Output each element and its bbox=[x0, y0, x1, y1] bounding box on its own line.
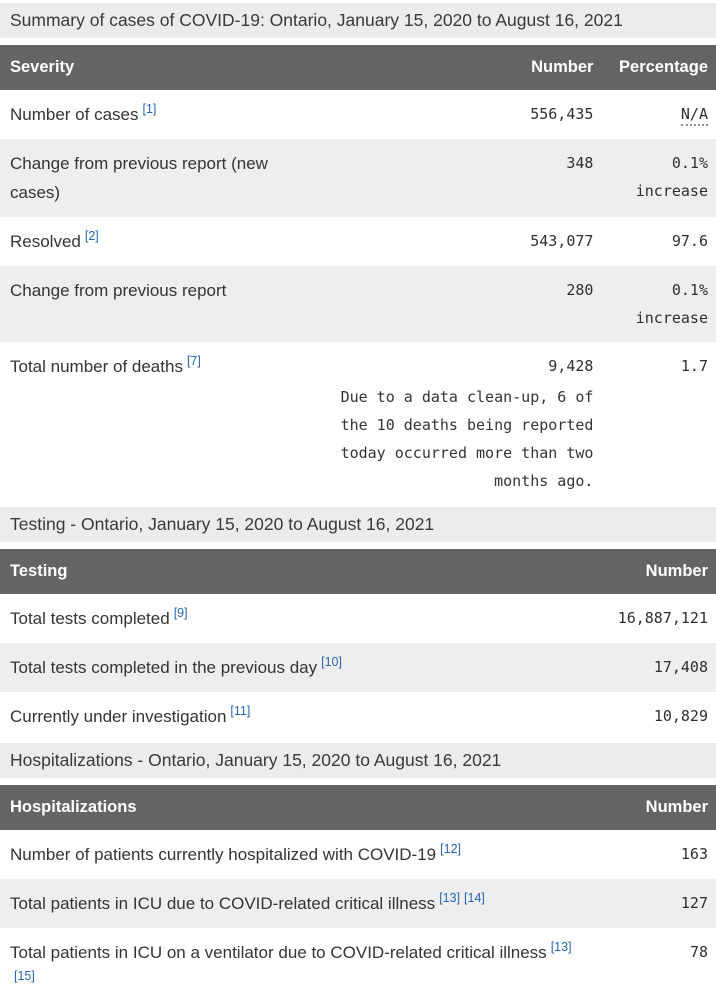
footnote-link[interactable]: [7] bbox=[186, 354, 201, 369]
section-title-summary: Summary of cases of COVID-19: Ontario, January 15, 2020 to August 16, 2021 bbox=[0, 3, 716, 38]
percentage-value: 97.6 bbox=[671, 232, 708, 250]
table-row bbox=[0, 217, 716, 266]
column-header-percentage: Percentage bbox=[601, 45, 716, 90]
number-value: 543,077 bbox=[530, 232, 594, 250]
section-title-hospitalizations: Hospitalizations - Ontario, January 15, 2020 to August 16, 2021 bbox=[0, 743, 716, 778]
number-value: 10,829 bbox=[653, 707, 708, 725]
row-label: Change from previous report bbox=[10, 281, 227, 300]
footnote-link[interactable]: [13] bbox=[439, 891, 461, 906]
percentage-value: 0.1% increase bbox=[635, 281, 708, 327]
hospitalizations-header-row bbox=[0, 785, 716, 830]
percentage-value: 1.7 bbox=[680, 357, 708, 375]
number-value: 17,408 bbox=[653, 658, 708, 676]
column-header-testing: Testing bbox=[0, 549, 587, 594]
row-label: Total tests completed in the previous day [10] bbox=[10, 655, 342, 677]
footnote-link[interactable]: [13] bbox=[550, 940, 572, 955]
row-label: Number of cases [1] bbox=[10, 102, 157, 124]
table-row bbox=[0, 139, 716, 217]
number-value: 78 bbox=[689, 943, 708, 961]
number-value: 280 bbox=[566, 281, 594, 299]
hospitalizations-table bbox=[0, 785, 716, 1006]
number-value: 556,435 bbox=[530, 105, 594, 123]
table-row bbox=[0, 90, 716, 139]
na-abbreviation: N/A bbox=[681, 105, 708, 126]
footnote-link[interactable]: [9] bbox=[173, 606, 188, 621]
column-header-number: Number bbox=[587, 785, 716, 830]
row-label: Total patients in ICU due to COVID-related critical illness [13] [14] bbox=[10, 891, 485, 913]
table-row bbox=[0, 342, 716, 505]
number-value: 9,428 Due to a data clean-up, 6 of the 10 deaths being reported today occurred more than two months ago. bbox=[329, 342, 601, 505]
footnote-link[interactable]: [1] bbox=[142, 102, 157, 117]
footnote-link[interactable]: [12] bbox=[440, 842, 461, 857]
column-header-number: Number bbox=[587, 549, 716, 594]
testing-table bbox=[0, 549, 716, 741]
number-value: 348 bbox=[566, 154, 594, 172]
row-label: Total number of deaths [7] bbox=[10, 354, 201, 376]
testing-header-row bbox=[0, 549, 716, 594]
percentage-value bbox=[601, 90, 716, 139]
row-label: Total tests completed [9] bbox=[10, 606, 188, 628]
table-row bbox=[0, 266, 716, 342]
table-row bbox=[0, 692, 716, 741]
footnote-link[interactable]: [15] bbox=[14, 969, 35, 984]
summary-table bbox=[0, 45, 716, 505]
row-label: Currently under investigation [11] bbox=[10, 704, 251, 726]
data-note: Due to a data clean-up, 6 of the 10 deaths being reported today occurred more than two months ago. bbox=[340, 388, 594, 490]
column-header-number: Number bbox=[329, 45, 601, 90]
footnote-link[interactable]: [14] bbox=[464, 891, 485, 906]
row-label: Resolved [2] bbox=[10, 229, 99, 251]
footnote-link[interactable]: [11] bbox=[230, 704, 251, 719]
table-row bbox=[0, 643, 716, 692]
column-header-hospitalizations: Hospitalizations bbox=[0, 785, 587, 830]
section-title-testing: Testing - Ontario, January 15, 2020 to August 16, 2021 bbox=[0, 507, 716, 542]
table-row bbox=[0, 830, 716, 879]
footnote-link[interactable]: [2] bbox=[84, 229, 99, 244]
footnote-link[interactable]: [10] bbox=[321, 655, 342, 670]
column-header-severity: Severity bbox=[0, 45, 329, 90]
row-label: Number of patients currently hospitalized with COVID-19 [12] bbox=[10, 842, 461, 864]
table-row bbox=[0, 879, 716, 928]
number-value: 163 bbox=[680, 845, 708, 863]
table-row bbox=[0, 928, 716, 1006]
row-label: Change from previous report (new cases) bbox=[10, 154, 268, 202]
summary-header-row bbox=[0, 45, 716, 90]
table-row bbox=[0, 594, 716, 643]
row-label: Total patients in ICU on a ventilator due to COVID-related critical illness [13][15] bbox=[10, 940, 572, 984]
number-value: 127 bbox=[680, 894, 708, 912]
number-value: 16,887,121 bbox=[617, 609, 708, 627]
percentage-value: 0.1% increase bbox=[635, 154, 708, 200]
